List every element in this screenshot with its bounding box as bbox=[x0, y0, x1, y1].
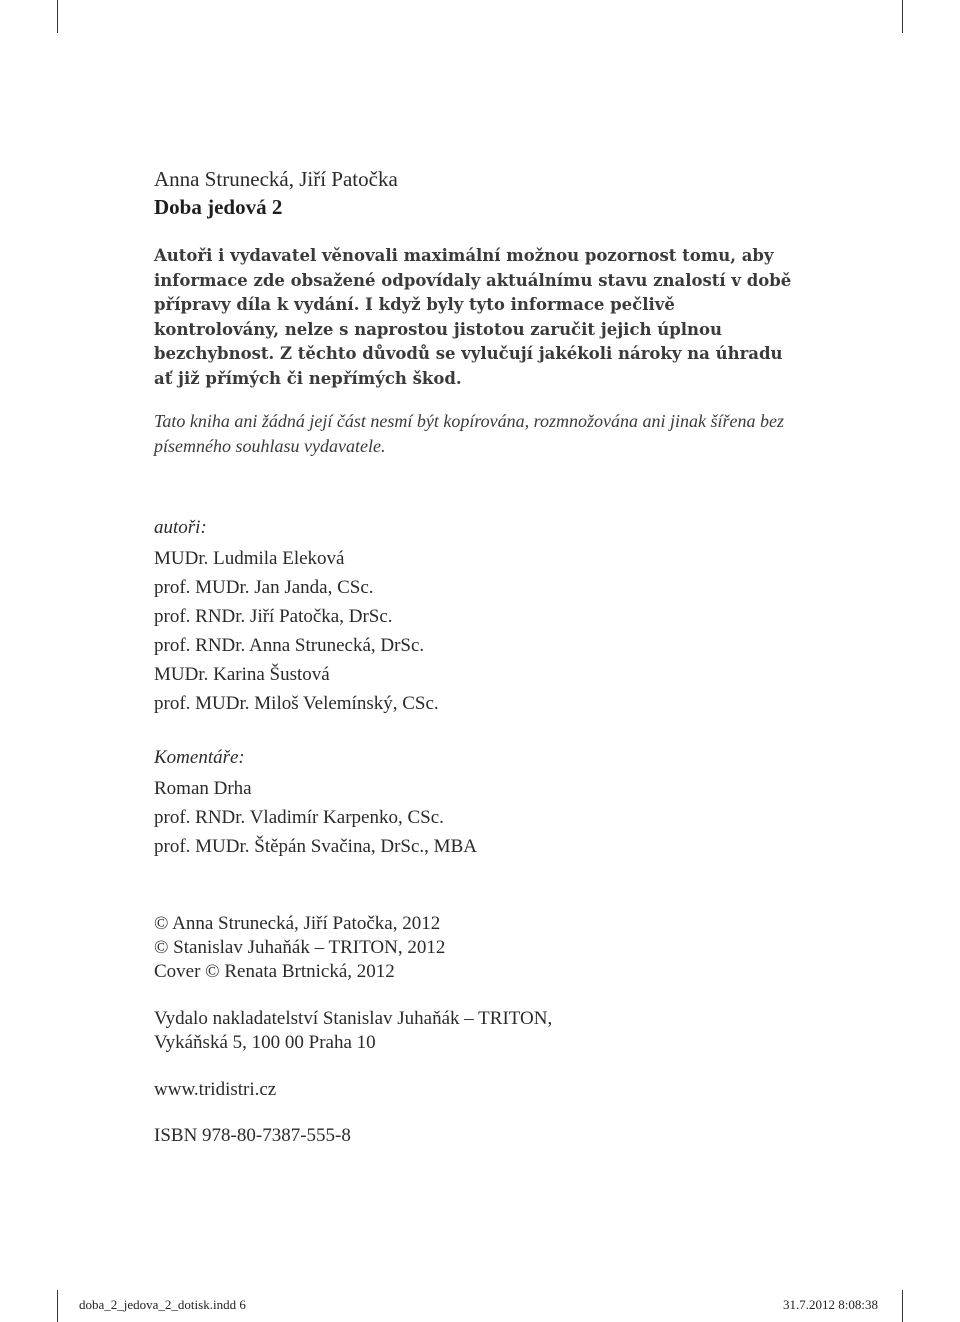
rights-line: © Stanislav Juhaňák – TRITON, 2012 bbox=[154, 937, 446, 958]
crop-mark-top-right bbox=[902, 0, 903, 33]
publisher-block bbox=[154, 1007, 552, 1055]
disclaimer-paragraph: Autoři i vydavatel věnovali maximální možnou pozornost tomu, aby informace zde obsažené odpovídaly aktuálnímu stavu znalostí v době přípravy díla k vydání. I když byly tyto informace pečlivě kontrolovány, nelze s naprostou jistotou zaručit jejich úplnou bezchybnost. Z těchto důvodů se vylučují jakékoli nároky na úhradu ať již přímých či nepřímých škod. bbox=[154, 246, 792, 388]
commentator-item: prof. MUDr. Štěpán Svačina, DrSc., MBA bbox=[154, 836, 477, 857]
rights-line: © Anna Strunecká, Jiří Patočka, 2012 bbox=[154, 913, 441, 934]
crop-mark-top-left bbox=[57, 0, 58, 33]
comments-heading: Komentáře: bbox=[154, 747, 245, 768]
crop-mark-bottom-right bbox=[902, 1290, 903, 1322]
authors-line: Anna Strunecká, Jiří Patočka bbox=[154, 167, 398, 191]
copyright-notice: Tato kniha ani žádná její část nesmí být kopírována, rozmnožována ani jinak šířena bez písemného souhlasu vydavatele. bbox=[154, 411, 784, 456]
author-item: prof. MUDr. Jan Janda, CSc. bbox=[154, 577, 374, 598]
comments-list bbox=[154, 743, 477, 861]
author-item: prof. RNDr. Jiří Patočka, DrSc. bbox=[154, 606, 393, 627]
rights-line: Cover © Renata Brtnická, 2012 bbox=[154, 961, 395, 982]
isbn: ISBN 978-80-7387-555-8 bbox=[154, 1125, 351, 1146]
commentator-item: prof. RNDr. Vladimír Karpenko, CSc. bbox=[154, 807, 444, 828]
author-item: prof. MUDr. Miloš Velemínský, CSc. bbox=[154, 693, 439, 714]
commentator-item: Roman Drha bbox=[154, 778, 252, 799]
rights-block bbox=[154, 912, 445, 984]
slug-timestamp: 31.7.2012 8:08:38 bbox=[783, 1297, 878, 1312]
author-item: prof. RNDr. Anna Strunecká, DrSc. bbox=[154, 635, 425, 656]
authors-heading: autoři: bbox=[154, 517, 207, 538]
authors-list bbox=[154, 513, 439, 718]
author-item: MUDr. Ludmila Eleková bbox=[154, 548, 345, 569]
publisher-address: Vykáňská 5, 100 00 Praha 10 bbox=[154, 1032, 376, 1053]
crop-mark-bottom-left bbox=[57, 1290, 58, 1322]
publisher-line: Vydalo nakladatelství Stanislav Juhaňák – TRITON, bbox=[154, 1008, 553, 1029]
author-item: MUDr. Karina Šustová bbox=[154, 664, 330, 685]
slug-filename: doba_2_jedova_2_dotisk.indd 6 bbox=[79, 1297, 246, 1312]
book-title: Doba jedová 2 bbox=[154, 195, 283, 219]
website-link[interactable]: www.tridistri.cz bbox=[154, 1079, 277, 1100]
